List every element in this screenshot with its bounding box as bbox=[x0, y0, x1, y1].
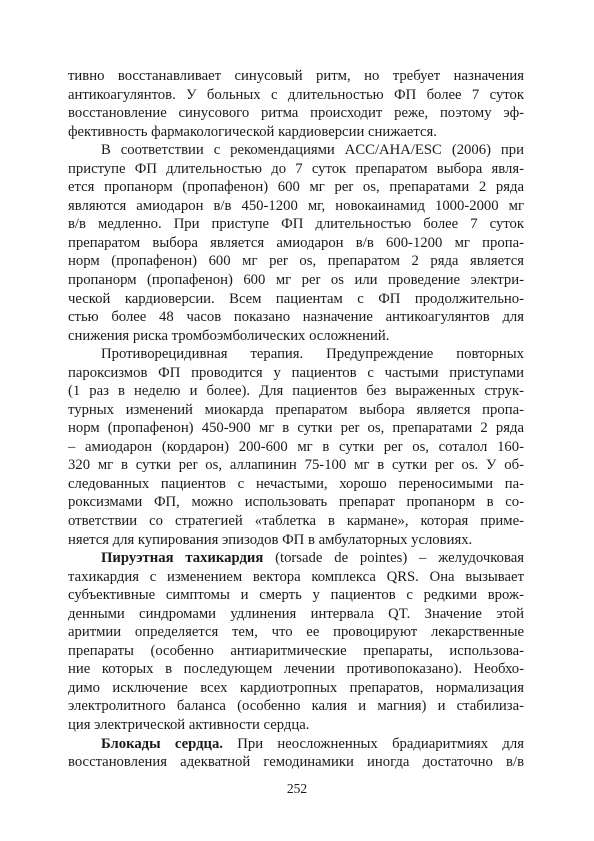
heading-heart-blocks: Блокады сердца. bbox=[101, 735, 223, 752]
text-line: димо исключение всех кардиотропных препаратов, нормализация bbox=[68, 679, 524, 696]
text-line: приступе ФП длительностью до 7 суток препаратом выбора явля- bbox=[68, 160, 524, 177]
paragraph-first-line: Противорецидивная терапия. Предупреждение повторных bbox=[101, 346, 524, 363]
text-line: электролитного баланса (особенно калия и магния) и стабилиза- bbox=[68, 698, 524, 715]
text-line: пароксизмов ФП проводится у пациентов с частыми приступами bbox=[68, 364, 524, 381]
text-line: субъективные симптомы и смерть у пациентов с редкими врож- bbox=[68, 587, 524, 604]
text-line: ция электрической активности сердца. bbox=[68, 716, 310, 733]
text-line: препараты (особенно антиаритмические препараты, использова- bbox=[68, 642, 524, 659]
text-line: няется для купирования эпизодов ФП в амбулаторных условиях. bbox=[68, 531, 473, 548]
text-line: норм (пропафенон) 450-900 мг в сутки per os, препаратами 2 ряда bbox=[68, 420, 524, 437]
text-line: – амиодарон (кордарон) 200-600 мг в сутки per os, соталол 160- bbox=[68, 438, 524, 455]
text-span: При неосложненных брадиаритмиях для bbox=[222, 735, 524, 752]
text-line: тахикардия с изменением вектора комплекса QRS. Она вызывает bbox=[68, 568, 524, 585]
text-line: антикоагулянтов. У больных с длительностью ФП более 7 суток bbox=[68, 86, 524, 103]
text-line: 320 мг в сутки per os, аллапинин 75-100 мг в сутки per os. У об- bbox=[68, 457, 524, 474]
page-number: 252 bbox=[286, 781, 308, 796]
text-line: аритмии определяется тем, что ее провоцируют лекарственные bbox=[68, 624, 524, 641]
text-line: препаратом выбора является амиодарон в/в 600-1200 мг пропа- bbox=[68, 234, 524, 251]
text-line: турных изменений миокарда препаратом выбора является пропа- bbox=[68, 401, 524, 418]
text-line: роксизмами ФП, можно использовать препарат пропанорм в со- bbox=[68, 494, 524, 511]
paragraph-first-line bbox=[101, 548, 524, 568]
text-line: ние которых в последующем лечении противопоказано). Необхо- bbox=[68, 661, 524, 678]
text-line: являются амиодарон в/в 450-1200 мг, новокаинамид 1000-2000 мг bbox=[68, 197, 524, 214]
text-line: ческой кардиоверсии. Всем пациентам с ФП продолжительно- bbox=[68, 290, 524, 307]
text-line: фективность фармакологической кардиоверсии снижается. bbox=[68, 123, 437, 140]
paragraph-first-line bbox=[101, 734, 524, 754]
text-line: в/в медленно. При приступе ФП длительностью более 7 суток bbox=[68, 216, 524, 233]
paragraph-first-line: В соответствии с рекомендациями ACC/AHA/ESC (2006) при bbox=[101, 142, 524, 159]
text-line: ется пропанорм (пропафенон) 600 мг per os, препаратами 2 ряда bbox=[68, 179, 524, 196]
text-line: снижения риска тромбоэмболических осложнений. bbox=[68, 327, 390, 344]
text-line: стью более 48 часов показано назначение антикоагулянтов для bbox=[68, 309, 524, 325]
text-line: восстановления адекватной гемодинамики иногда достаточно в/в bbox=[68, 754, 524, 770]
heading-torsade: Пируэтная тахикардия bbox=[101, 550, 264, 567]
text-line: (1 раз в неделю и более). Для пациентов без выраженных струк- bbox=[68, 383, 524, 400]
text-line: следованных пациентов с нечастыми, хорошо переносимыми па- bbox=[68, 475, 524, 492]
text-span: (torsade de pointes) – желудочковая bbox=[263, 550, 524, 567]
text-line: восстановление синусового ритма происходит реже, поэтому эф- bbox=[68, 105, 524, 122]
text-line: норм (пропафенон) 600 мг per os, препаратом 2 ряда является bbox=[68, 253, 524, 270]
text-line: тивно восстанавливает синусовый ритм, но требует назначения bbox=[68, 68, 524, 84]
text-line: пропанорм (пропафенон) 600 мг per os или проведение электри- bbox=[68, 271, 524, 288]
text-line: денными синдромами удлинения интервала QT. Значение этой bbox=[68, 605, 524, 622]
text-line: ответствии со стратегией «таблетка в кармане», которая приме- bbox=[68, 513, 524, 529]
